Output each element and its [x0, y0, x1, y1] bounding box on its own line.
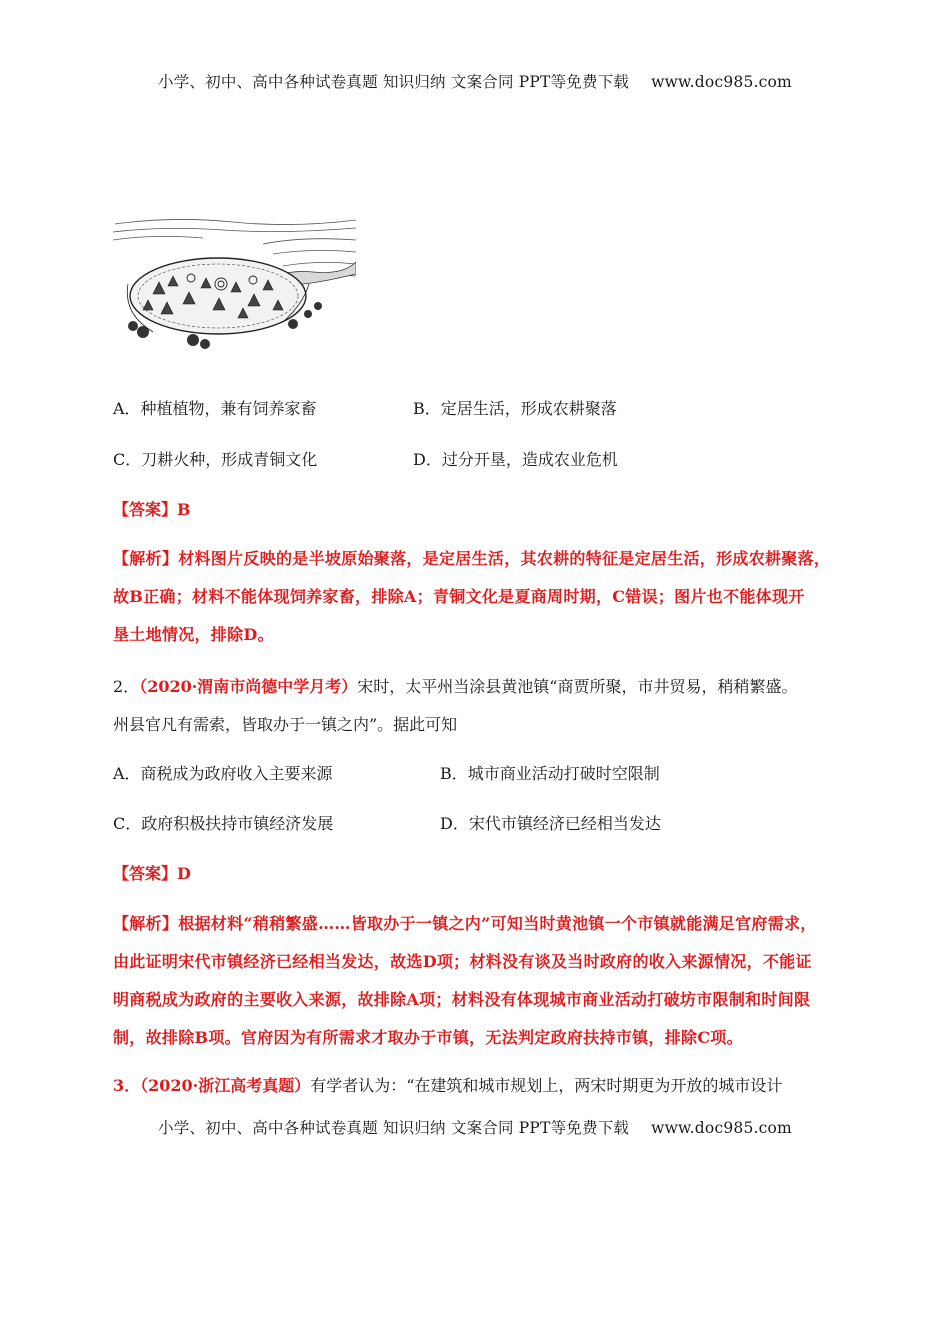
q3-number: 3． [113, 1076, 141, 1095]
q2-analysis-line-4: 制，故排除B项。官府因为有所需求才取办于市镇，无法判定政府扶持市镇，排除C项。 [113, 1028, 743, 1047]
q2-stem-line-1 [113, 674, 797, 697]
page-header [0, 70, 950, 92]
q3-source: （2020·浙江高考真题） [140, 1076, 311, 1095]
q2-answer: 【答案】D [113, 864, 191, 883]
q1-option-d[interactable]: D．过分开垦，造成农业危机 [413, 450, 618, 469]
q1-option-c[interactable]: C．刀耕火种，形成青铜文化 [113, 450, 318, 469]
header-url[interactable]: www.doc985.com [651, 73, 792, 91]
q1-analysis-line-1: 【解析】材料图片反映的是半坡原始聚落，是定居生活，其农耕的特征是定居生活，形成农耕聚落， [113, 549, 831, 568]
q1-analysis-line-3: 垦土地情况，排除D。 [113, 625, 274, 644]
page-footer [0, 1116, 950, 1138]
q3-stem-line-1 [113, 1073, 782, 1096]
q2-stem-line-2: 州县官凡有需索，皆取办于一镇之内”。据此可知 [113, 715, 458, 734]
q2-analysis-line-3: 明商税成为政府的主要收入来源，故排除A项；材料没有体现城市商业活动打破坊市限制和时间限 [113, 990, 811, 1009]
q2-number: 2． [113, 677, 140, 696]
q2-analysis-line-2: 由此证明宋代市镇经济已经相当发达，故选D项；材料没有谈及当时政府的收入来源情况，不能证 [113, 952, 812, 971]
q2-analysis-line-1: 【解析】根据材料“稍稍繁盛……皆取办于一镇之内”可知当时黄池镇一个市镇就能满足官府需求， [113, 914, 817, 933]
q2-stem-text: 宋时，太平州当涂县黄池镇“商贾所聚，市井贸易，稍稍繁盛。 [357, 677, 798, 696]
q1-option-b[interactable]: B．定居生活，形成农耕聚落 [413, 399, 617, 418]
footer-url[interactable]: www.doc985.com [651, 1119, 792, 1137]
q1-answer: 【答案】B [113, 500, 191, 519]
header-text: 小学、初中、高中各种试卷真题 知识归纳 文案合同 PPT等免费下载 [158, 73, 630, 91]
q2-option-c[interactable]: C．政府积极扶持市镇经济发展 [113, 814, 334, 833]
q3-stem-text: 有学者认为：“在建筑和城市规划上，两宋时期更为开放的城市设计 [310, 1076, 783, 1095]
q2-option-b[interactable]: B．城市商业活动打破时空限制 [440, 764, 660, 783]
q2-option-a[interactable]: A．商税成为政府收入主要来源 [113, 764, 333, 783]
q2-source: （2020·渭南市尚德中学月考） [139, 677, 358, 696]
q1-option-a[interactable]: A．种植植物，兼有饲养家畜 [113, 399, 317, 418]
footer-text: 小学、初中、高中各种试卷真题 知识归纳 文案合同 PPT等免费下载 [158, 1119, 630, 1137]
q2-option-d[interactable]: D．宋代市镇经济已经相当发达 [440, 814, 661, 833]
settlement-illustration [113, 214, 356, 354]
q1-analysis-line-2: 故B正确；材料不能体现饲养家畜，排除A；青铜文化是夏商周时期，C错误；图片也不能体现开 [113, 587, 805, 606]
